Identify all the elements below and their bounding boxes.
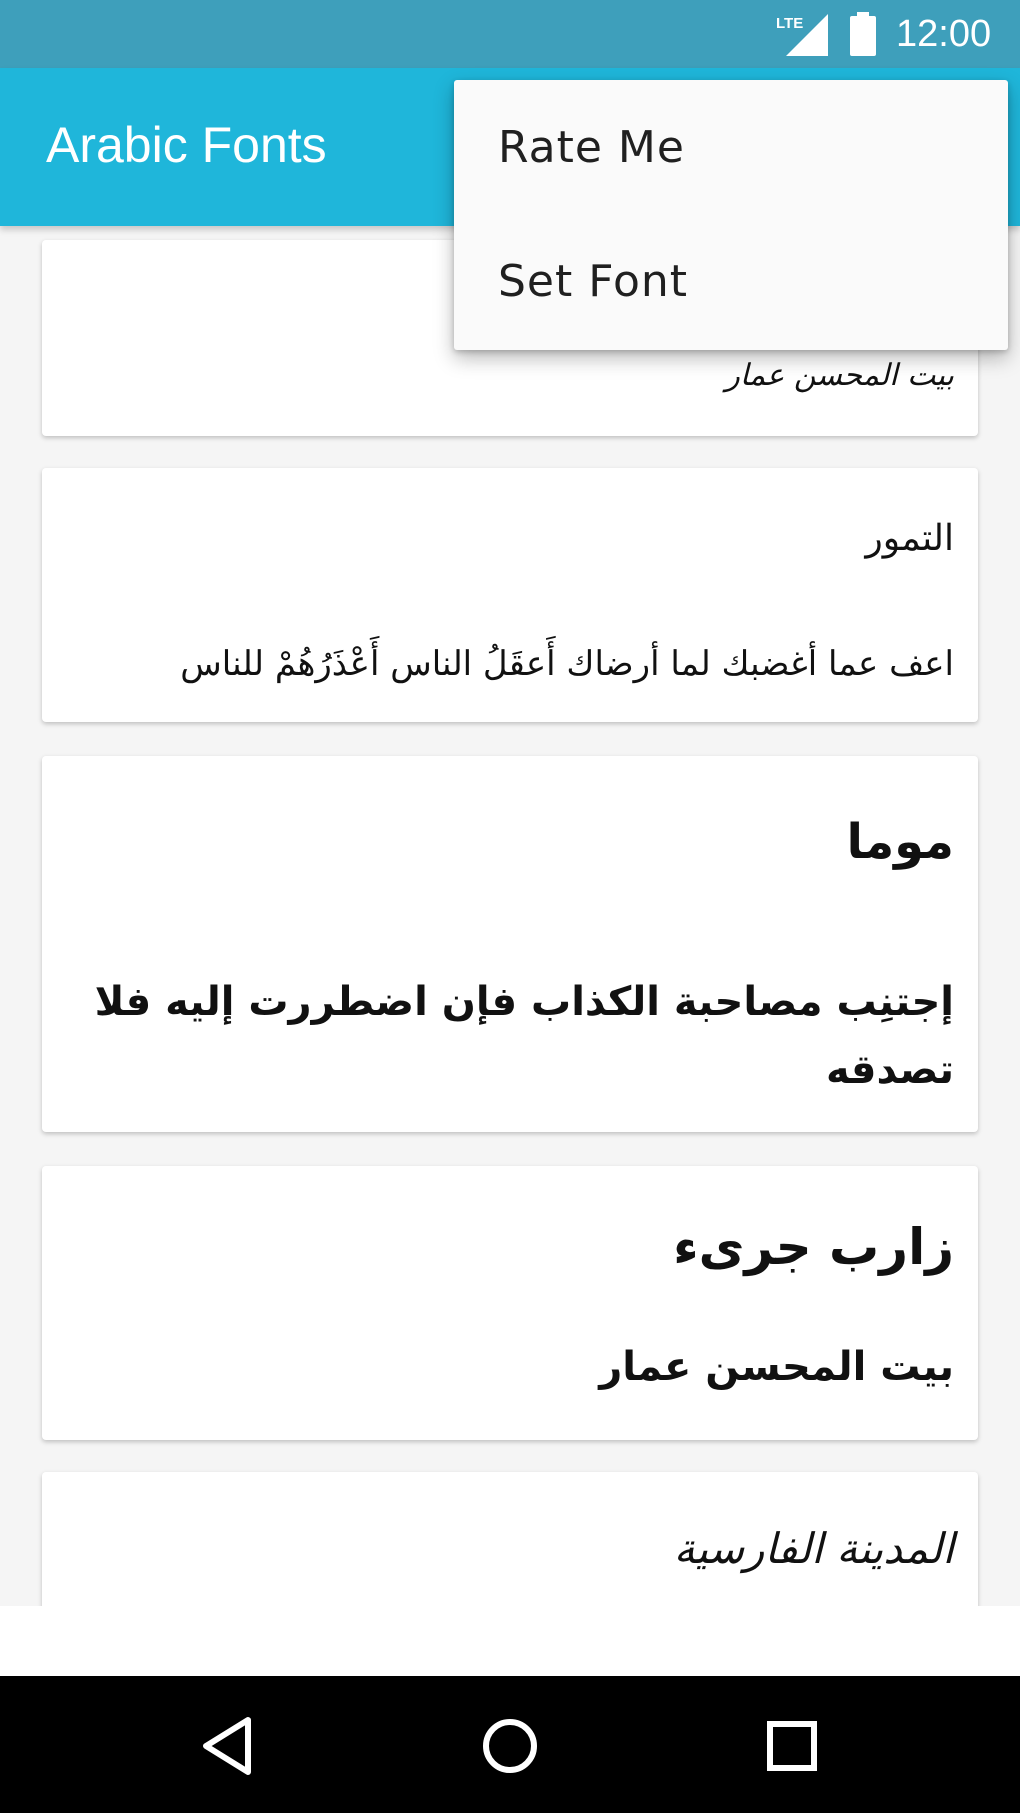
menu-item-set-font[interactable] bbox=[454, 216, 1008, 350]
lte-signal-icon bbox=[776, 12, 828, 56]
font-card-title: زارب جرىء bbox=[673, 1218, 954, 1276]
overflow-menu bbox=[454, 80, 1008, 350]
status-time: 12:00 bbox=[896, 13, 992, 55]
battery-icon bbox=[848, 12, 878, 56]
font-card-sample-text: بيت المحسن عمار bbox=[725, 358, 954, 393]
font-list[interactable] bbox=[0, 226, 1020, 1606]
menu-item-rate-me[interactable] bbox=[454, 82, 1008, 216]
back-icon[interactable] bbox=[188, 1706, 268, 1786]
font-card[interactable] bbox=[42, 1472, 978, 1606]
font-card-sample-text: إجتنِب مصاحبة الكذاب فإن اضطررت إليه فلا تصدقه bbox=[94, 979, 954, 1093]
navigation-bar bbox=[0, 1676, 1020, 1813]
recents-icon[interactable] bbox=[752, 1706, 832, 1786]
font-card[interactable] bbox=[42, 1166, 978, 1440]
font-card[interactable] bbox=[42, 756, 978, 1132]
font-card-title: التمور bbox=[865, 518, 954, 559]
menu-item-label: Rate Me bbox=[498, 122, 685, 173]
app-title: Arabic Fonts bbox=[46, 117, 327, 173]
font-card-title: موما bbox=[846, 814, 954, 870]
font-card-title: المدينة الفارسية bbox=[673, 1524, 954, 1573]
font-card[interactable] bbox=[42, 468, 978, 722]
network-type-label: LTE bbox=[776, 15, 804, 32]
status-bar bbox=[0, 0, 1020, 68]
menu-item-label: Set Font bbox=[498, 256, 689, 307]
home-icon[interactable] bbox=[470, 1706, 550, 1786]
font-card-sample-text: بيت المحسن عمار bbox=[599, 1344, 954, 1390]
font-card-sample-text: اعف عما أغضبك لما أرضاك أَعقَلُ الناس أَعْذَرُهُمْ للناس bbox=[180, 644, 954, 684]
